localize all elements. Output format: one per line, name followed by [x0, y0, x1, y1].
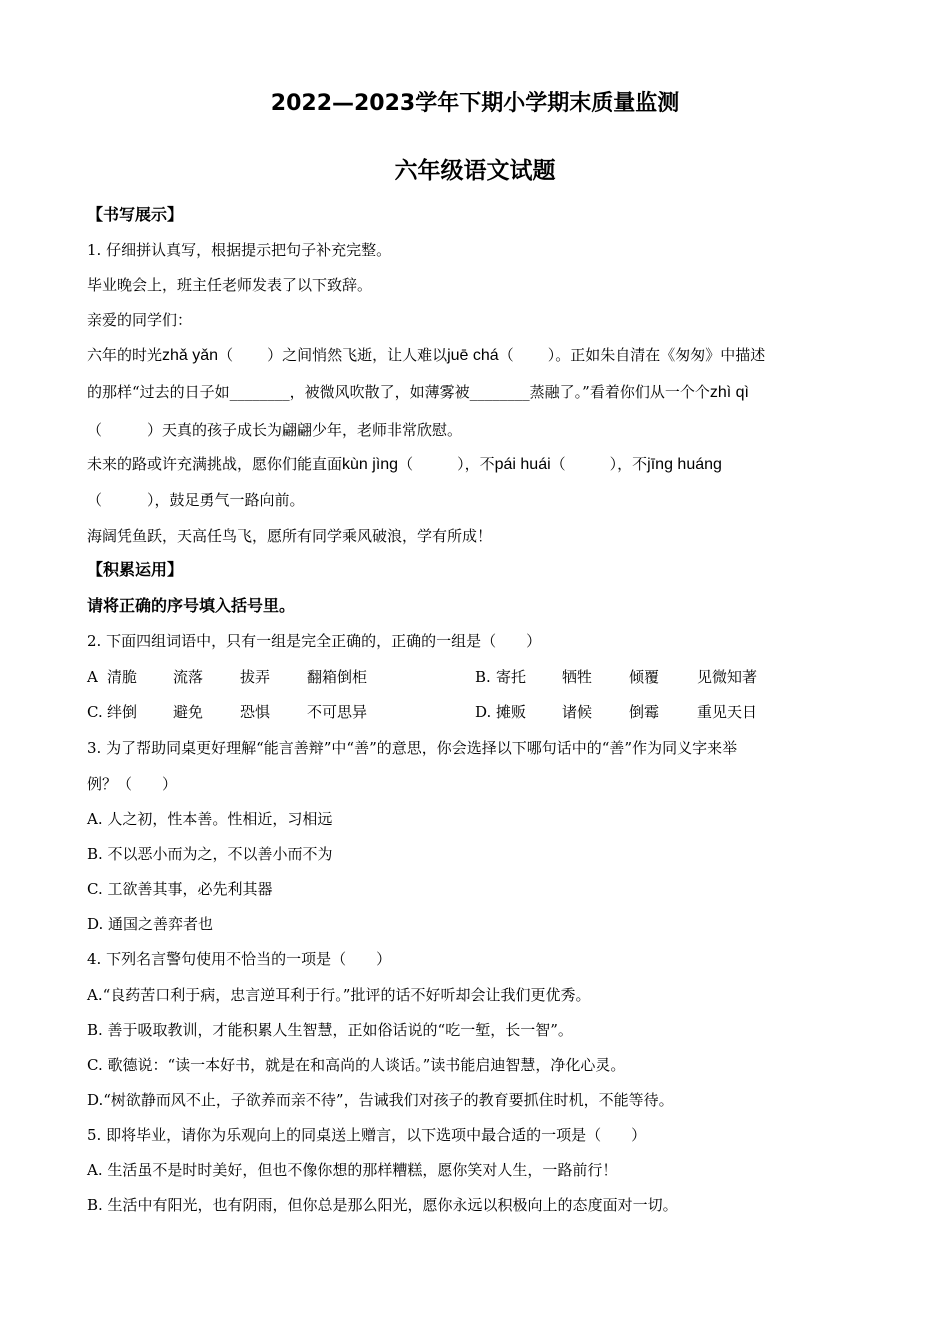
answer-blank: （	[498, 346, 514, 364]
q4-option-a: A.“良药苦口利于病，忠言逆耳利于行。”批评的话不好听却会让我们更优秀。	[87, 986, 591, 1004]
q4-option-d: D.“树欲静而风不止，子欲养而亲不待”，告诫我们对孩子的教育要抓住时机，不能等待。	[87, 1091, 674, 1109]
q1-line-4: 未来的路或许充满挑战，愿你们能直面kùn jìng（ ），不pái huái（ ），不jīng huáng	[87, 455, 722, 473]
q3-stem-line-2: 例？（ ）	[87, 775, 178, 793]
q4-option-b: B. 善于吸取教训，才能积累人生智慧，正如俗话说的“吃一堑，长一智”。	[87, 1021, 573, 1039]
answer-blank: （	[550, 455, 566, 473]
q1-closing: 海阔凭鱼跃，天高任鸟飞，愿所有同学乘风破浪，学有所成！	[87, 527, 493, 545]
instruction: 请将正确的序号填入括号里。	[87, 596, 296, 615]
q1-line-3: （ ）天真的孩子成长为翩翩少年，老师非常欣慰。	[87, 421, 463, 439]
pinyin-zhayan: zhǎ yǎn	[162, 347, 219, 364]
q4-stem: 4. 下列名言警句使用不恰当的一项是（ ）	[87, 950, 392, 968]
answer-blank: （	[398, 455, 414, 473]
q5-option-b: B. 生活中有阳光，也有阴雨，但你总是那么阳光，愿你永远以积极向上的态度面对一切。	[87, 1196, 678, 1214]
section-writing-heading: 【书写展示】	[87, 205, 184, 224]
q5-stem: 5. 即将毕业，请你为乐观向上的同桌送上赠言，以下选项中最合适的一项是（ ）	[87, 1126, 647, 1144]
q2-option-a: A 清脆 流落 拔弄 翻箱倒柜	[87, 668, 368, 686]
q1-line-1: 六年的时光zhǎ yǎn（ ）之间悄然飞逝，让人难以juē chá（ ）。正如朱自清在《匆匆》中描述	[87, 346, 766, 364]
pinyin-juecha: juē chá	[447, 347, 499, 364]
q1-line-2: 的那样“过去的日子如________，被微风吹散了，如薄雾被________蒸融了。”看着你们从一个个zhì qì	[87, 383, 749, 401]
q2-option-d: D. 摊贩 诸候 倒霉 重见天日	[475, 703, 758, 721]
q4-option-c: C. 歌德说：“读一本好书，就是在和高尚的人谈话。”读书能启迪智慧，净化心灵。	[87, 1056, 626, 1074]
q3-stem-line-1: 3. 为了帮助同桌更好理解“能言善辩”中“善”的意思，你会选择以下哪句话中的“善”作为同义字来举	[87, 739, 738, 757]
q2-option-c: C. 绊倒 避免 恐惧 不可思异	[87, 703, 368, 721]
pinyin-kunjing: kùn jìng	[342, 456, 399, 473]
exam-subtitle: 六年级语文试题	[394, 158, 556, 184]
q2-stem: 2. 下面四组词语中，只有一组是完全正确的，正确的一组是（ ）	[87, 632, 542, 650]
q1-line-5: （ ），鼓足勇气一路向前。	[87, 491, 305, 509]
q1-greeting: 亲爱的同学们：	[87, 311, 193, 329]
q3-option-a: A. 人之初，性本善。性相近，习相远	[87, 810, 333, 828]
q3-option-d: D. 通国之善弈者也	[87, 915, 214, 933]
exam-title: 2022—2023学年下期小学期末质量监测	[270, 91, 680, 116]
pinyin-zhiqi: zhì qì	[709, 384, 749, 401]
pinyin-jinghuang: jīng huáng	[647, 456, 722, 473]
q1-stem: 1. 仔细拼认真写，根据提示把句子补充完整。	[87, 241, 392, 259]
q3-option-b: B. 不以恶小而为之，不以善小而不为	[87, 845, 333, 863]
answer-blank: （	[218, 346, 234, 364]
section-accumulation-heading: 【积累运用】	[87, 560, 184, 579]
q1-intro: 毕业晚会上，班主任老师发表了以下致辞。	[87, 276, 373, 294]
pinyin-paihuai: pái huái	[494, 456, 551, 473]
q3-option-c: C. 工欲善其事，必先利其器	[87, 880, 273, 898]
q5-option-a: A. 生活虽不是时时美好，但也不像你想的那样糟糕，愿你笑对人生，一路前行！	[87, 1161, 618, 1179]
q2-option-b: B. 寄托 牺牲 倾覆 见微知著	[475, 668, 758, 686]
